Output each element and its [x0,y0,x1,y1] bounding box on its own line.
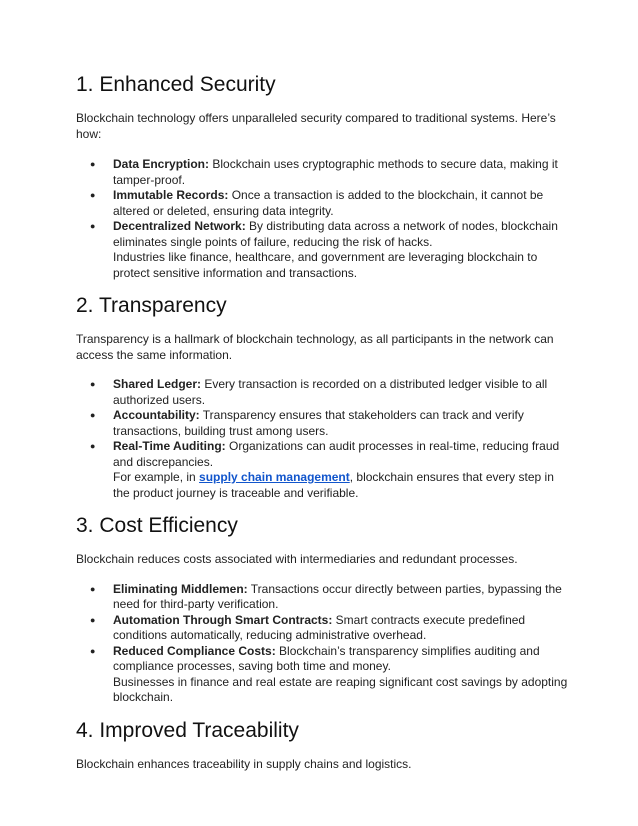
item-note [113,470,570,501]
bullet-icon: ● [90,190,96,200]
list-item [76,157,570,188]
section-intro: Transparency is a hallmark of blockchain technology, as all participants in the network can access the same information. [76,332,554,362]
bullet-list [76,582,570,706]
list-item [76,644,570,706]
item-text: By distributing data across a network of nodes, blockchain eliminates single points of failure, reducing the risk of hacks. [113,219,558,249]
item-label: Immutable Records: [113,188,229,202]
item-text: Transparency ensures that stakeholders can track and verify transactions, building trust among users. [113,408,524,438]
note-text-after: , blockchain ensures that every step in the product journey is traceable and verifiable. [113,470,554,500]
item-label: Decentralized Network: [113,219,246,233]
item-text: Smart contracts execute predefined conditions automatically, reducing administrative overhead. [113,612,526,642]
item-text: Every transaction is recorded on a distributed ledger visible to all authorized users. [113,377,548,407]
item-label: Data Encryption: [113,157,210,171]
note-text-before: For example, in [113,470,200,484]
list-item [76,582,570,613]
item-text: Once a transaction is added to the blockchain, it cannot be altered or deleted, ensuring data integrity. [113,188,544,218]
item-text: Transactions occur directly between parties, bypassing the need for third-party verification. [113,581,562,611]
list-item [76,377,570,408]
bullet-icon: ● [90,645,96,656]
bullet-icon: ● [90,159,96,169]
item-label: Accountability: [113,408,200,422]
bullet-list [76,157,570,281]
section-transparency [76,293,570,501]
item-label: Real-Time Auditing: [113,439,226,453]
section-intro: Blockchain technology offers unparalleled security compared to traditional systems. Here’s how: [76,111,556,141]
item-text: Blockchain’s transparency simplifies auditing and compliance processes, saving both time and money. [113,643,540,673]
section-cost-efficiency [76,513,570,706]
item-note: Businesses in finance and real estate are reaping significant cost savings by adopting blockchain. [113,674,568,704]
item-text: Organizations can audit processes in real-time, reducing fraud and discrepancies. [113,439,560,469]
section-intro: Blockchain enhances traceability in supply chains and logistics. [76,756,412,771]
bullet-icon: ● [90,441,96,451]
item-text: Blockchain uses cryptographic methods to secure data, making it tamper-proof. [113,157,558,187]
list-item [76,188,570,219]
item-label: Reduced Compliance Costs: [113,643,276,658]
item-label: Eliminating Middlemen: [113,581,248,596]
list-item [76,408,570,439]
item-label: Automation Through Smart Contracts: [113,612,333,627]
section-heading: 1. Enhanced Security [76,73,276,96]
bullet-icon: ● [90,410,96,420]
item-note: Industries like finance, healthcare, and government are leveraging blockchain to protect sensitive information and transactions. [113,250,538,280]
list-item [76,219,570,281]
section-improved-traceability [76,718,570,773]
bullet-icon: ● [90,379,96,389]
bullet-icon: ● [90,221,96,231]
bullet-icon: ● [90,583,96,594]
supply-chain-management-link[interactable]: supply chain management [199,470,350,484]
list-item [76,613,570,644]
section-heading: 3. Cost Efficiency [76,514,238,537]
item-label: Shared Ledger: [113,377,202,391]
section-heading: 4. Improved Traceability [76,718,299,742]
section-intro: Blockchain reduces costs associated with intermediaries and redundant processes. [76,552,518,566]
section-enhanced-security [76,72,570,281]
bullet-list [76,377,570,501]
list-item [76,439,570,501]
section-heading: 2. Transparency [76,294,227,317]
bullet-icon: ● [90,614,96,625]
